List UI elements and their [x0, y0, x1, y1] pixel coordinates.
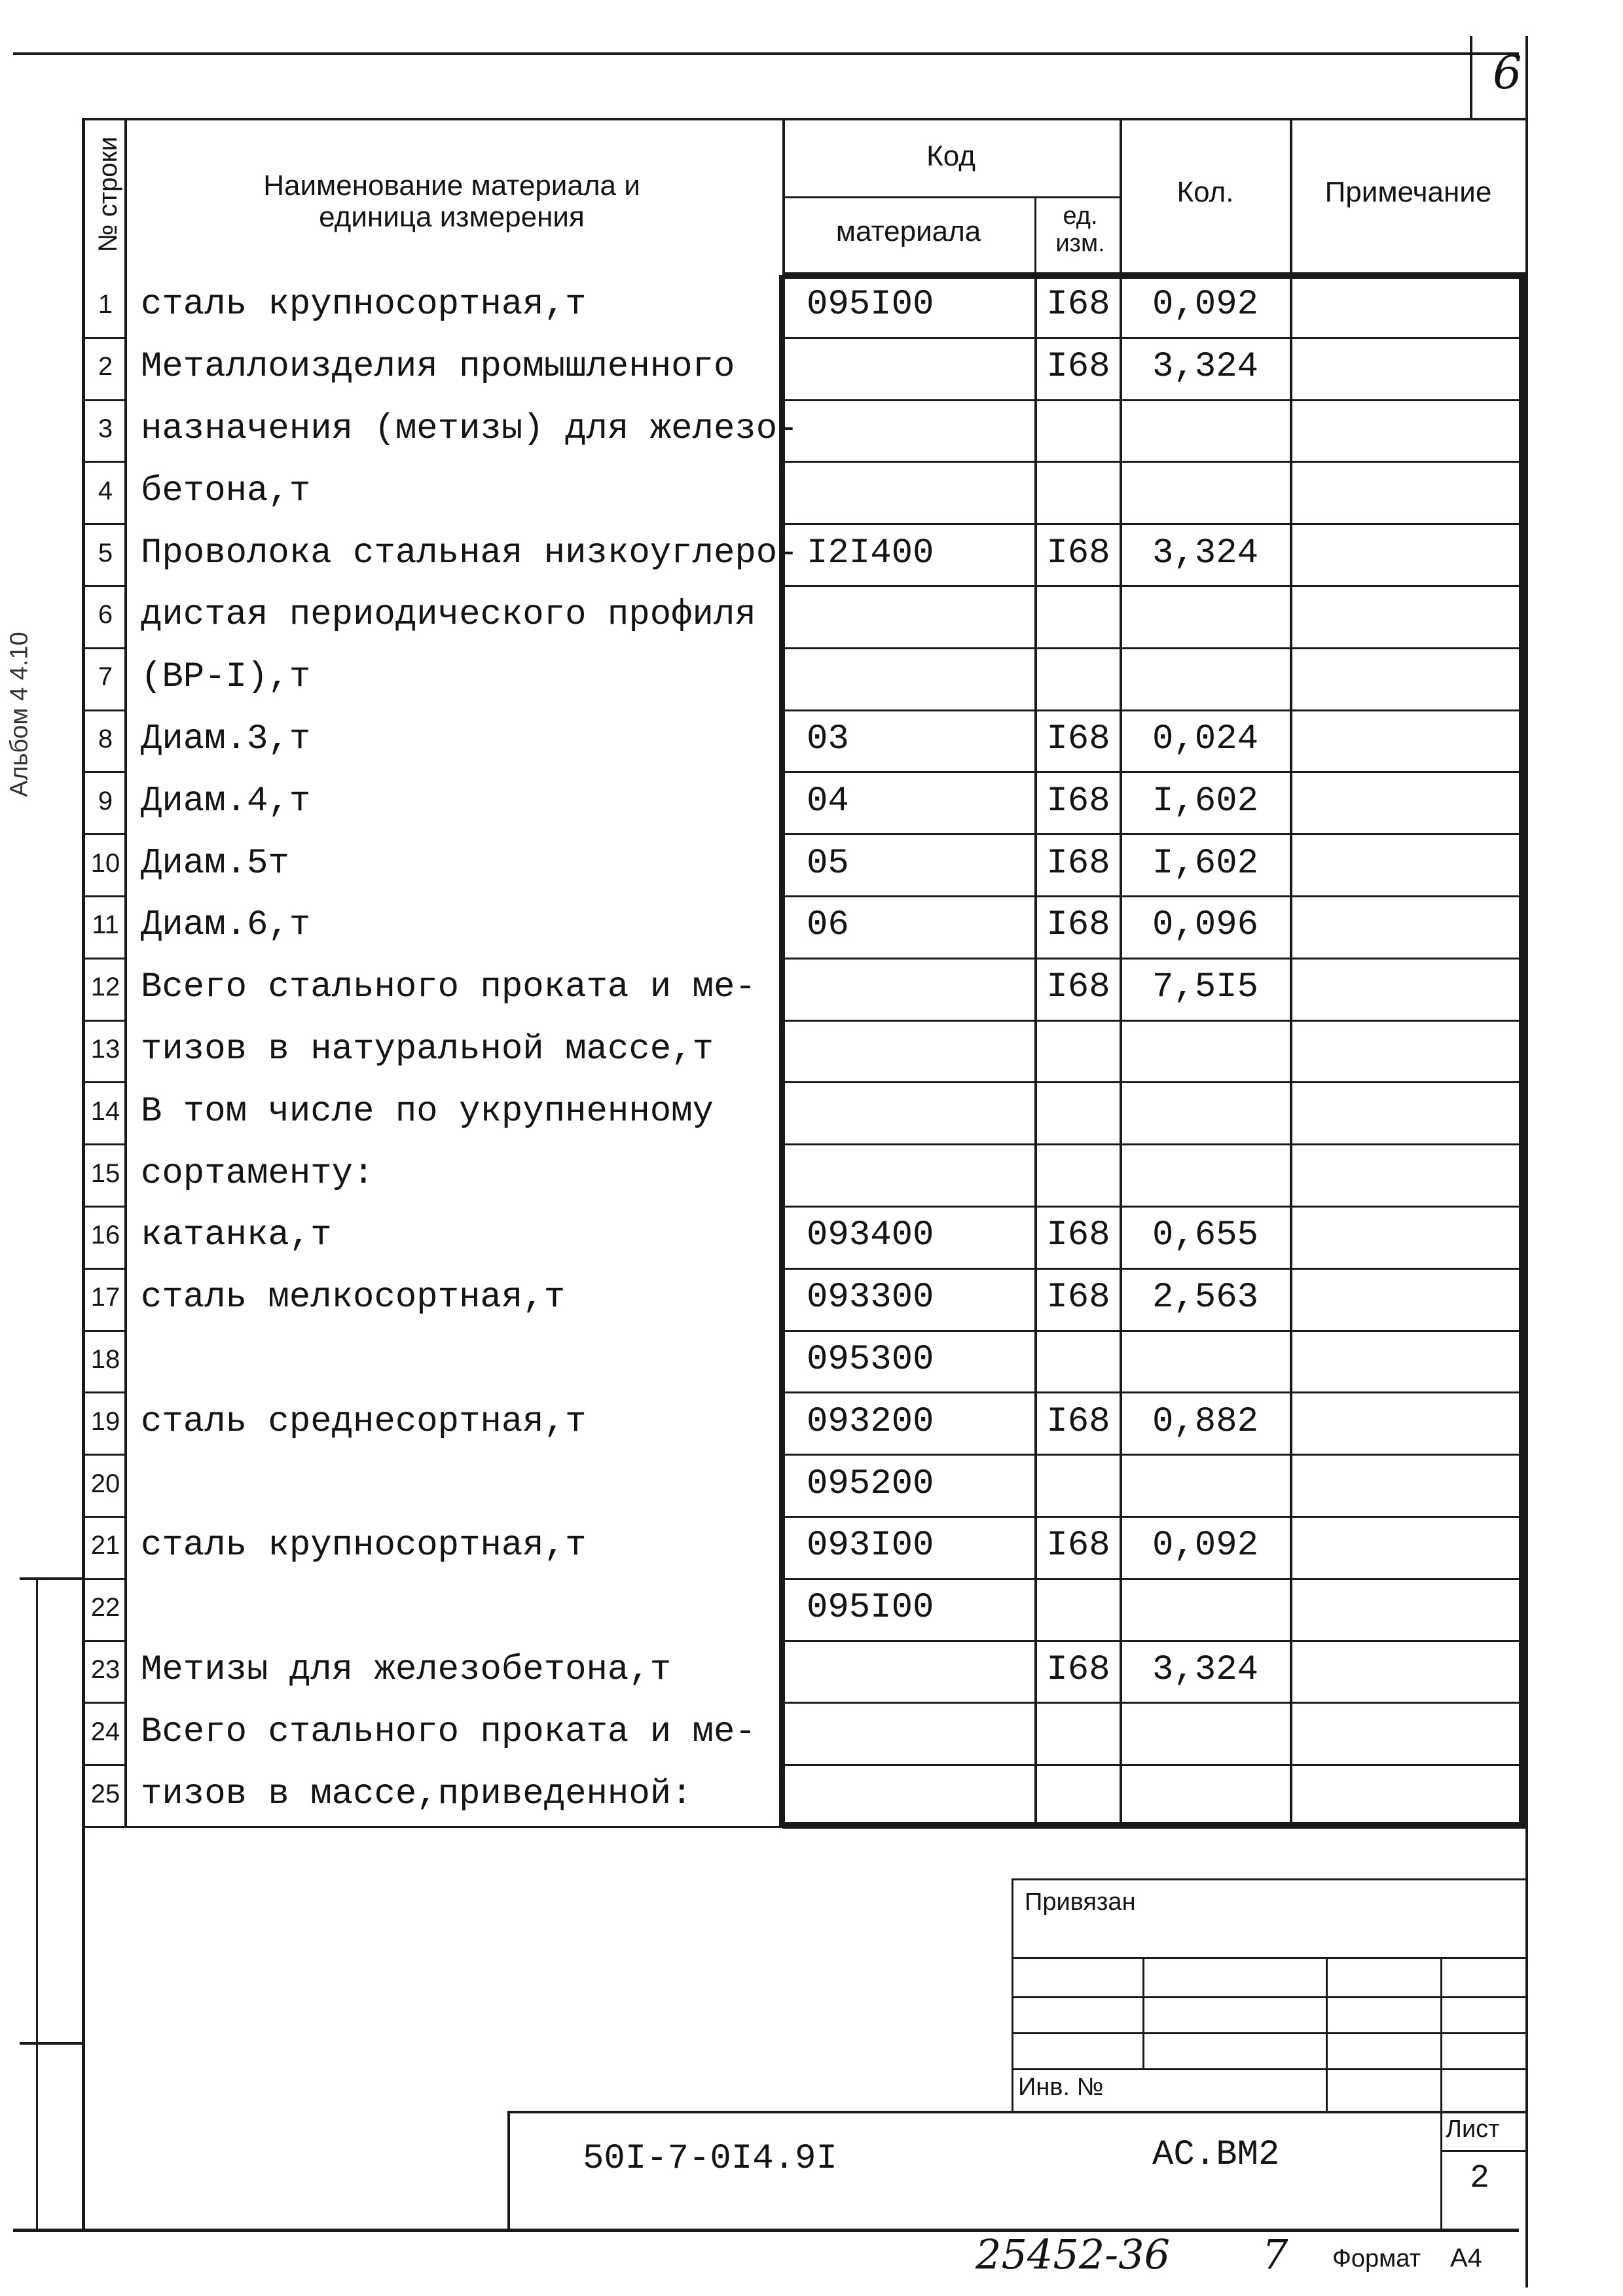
- row-number: 2: [98, 352, 113, 382]
- body-bottom-left: [85, 1826, 782, 1828]
- row-number: 3: [98, 414, 113, 443]
- row-number: 25: [90, 1779, 120, 1808]
- row-name: Метизы для железобетона,т: [141, 1650, 672, 1690]
- row-name: назначения (метизы) для железо-: [141, 409, 799, 449]
- row-divider-grid: [782, 1143, 1522, 1145]
- right-frame-line: [1525, 36, 1528, 2287]
- row-divider-num: [85, 523, 127, 525]
- row-quantity: 0,655: [1152, 1215, 1259, 1256]
- header-unit-split: [1034, 196, 1036, 275]
- sheet-label: Лист: [1446, 2115, 1500, 2143]
- row-divider-grid: [782, 1516, 1522, 1518]
- row-divider-num: [85, 1206, 127, 1208]
- row-unit-code: I68: [1046, 285, 1110, 325]
- row-material-code: 093200: [807, 1401, 934, 1442]
- row-material-code: 093400: [807, 1215, 934, 1256]
- row-quantity: 3,324: [1152, 533, 1259, 573]
- body-col-qty: [1120, 275, 1122, 1826]
- row-name: Диам.4,т: [141, 781, 311, 821]
- row-name: дистая периодического профиля: [141, 595, 756, 636]
- row-name: сталь крупносортная,т: [141, 285, 587, 325]
- page-number-box-left: [1470, 36, 1472, 118]
- body-top-thick: [782, 272, 1525, 279]
- row-divider-num: [85, 647, 127, 649]
- row-unit-code: I68: [1046, 967, 1110, 1008]
- header-row-no: № строки: [94, 136, 122, 253]
- row-number: 10: [90, 848, 120, 878]
- row-name: сортаменту:: [141, 1153, 374, 1194]
- row-name: (ВР-I),т: [141, 657, 311, 698]
- row-divider-num: [85, 1143, 127, 1145]
- row-unit-code: I68: [1046, 1650, 1110, 1690]
- row-divider-grid: [782, 1330, 1522, 1332]
- row-name: Диам.5т: [141, 843, 289, 884]
- row-divider-grid: [782, 1206, 1522, 1208]
- row-divider-grid: [782, 1640, 1522, 1642]
- row-quantity: 7,5I5: [1152, 967, 1259, 1008]
- row-unit-code: I68: [1046, 843, 1110, 884]
- row-unit-code: I68: [1046, 1278, 1110, 1318]
- format-value: А4: [1450, 2244, 1482, 2272]
- row-number: 9: [98, 786, 113, 816]
- row-divider-num: [85, 1081, 127, 1083]
- row-quantity: I,602: [1152, 781, 1259, 821]
- row-quantity: 0,024: [1152, 719, 1259, 759]
- row-number: 21: [90, 1531, 120, 1560]
- row-divider-grid: [782, 399, 1522, 401]
- row-material-code: 04: [807, 781, 849, 821]
- row-divider-grid: [782, 958, 1522, 960]
- row-divider-num: [85, 1020, 127, 1022]
- header-code-split: [782, 196, 1120, 198]
- handwritten-page: 7: [1262, 2231, 1288, 2278]
- row-divider-grid: [782, 1454, 1522, 1456]
- row-unit-code: I68: [1046, 719, 1110, 759]
- row-number: 1: [98, 290, 113, 319]
- row-quantity: 0,092: [1152, 1526, 1259, 1566]
- header-code-material: материала: [835, 215, 981, 247]
- row-quantity: 2,563: [1152, 1278, 1259, 1318]
- row-number: 13: [90, 1035, 120, 1064]
- row-divider-num: [85, 1268, 127, 1270]
- row-divider-num: [85, 833, 127, 835]
- row-number: 15: [90, 1158, 120, 1188]
- row-divider-grid: [782, 647, 1522, 649]
- header-code-unit: ед. изм.: [1055, 202, 1105, 257]
- header-qty: Кол.: [1176, 176, 1234, 208]
- row-material-code: 05: [807, 843, 849, 884]
- body-col-note: [1290, 275, 1292, 1826]
- row-number: 8: [98, 725, 113, 753]
- row-number: 22: [90, 1593, 120, 1623]
- row-name: бетона,т: [141, 471, 311, 511]
- header-name: Наименование материала и единица измерения: [263, 170, 640, 234]
- row-divider-grid: [782, 585, 1522, 587]
- row-quantity: 3,324: [1152, 1650, 1259, 1690]
- row-divider-num: [85, 399, 127, 401]
- row-divider-num: [85, 709, 127, 711]
- row-material-code: 095300: [807, 1340, 934, 1380]
- title-block-left: [507, 2111, 510, 2232]
- row-name: Диам.6,т: [141, 905, 311, 946]
- row-divider-num: [85, 958, 127, 960]
- stamp-grid-v2: [1326, 1957, 1328, 2111]
- bottom-frame-line: [13, 2229, 1519, 2232]
- body-bottom-thick: [782, 1822, 1525, 1829]
- sheet-number: 2: [1470, 2160, 1490, 2197]
- doc-mark: АС.ВМ2: [1152, 2135, 1280, 2175]
- header-top-line: [85, 118, 1525, 120]
- stamp-attached-label: Привязан: [1025, 1888, 1136, 1916]
- row-number: 19: [90, 1407, 120, 1436]
- row-divider-num: [85, 1391, 127, 1393]
- row-unit-code: I68: [1046, 1526, 1110, 1566]
- margin-strip-mid: [20, 2042, 85, 2045]
- row-name: Диам.3,т: [141, 719, 311, 759]
- row-divider-grid: [782, 895, 1522, 897]
- stamp-grid-v3: [1440, 1957, 1442, 2111]
- row-divider-grid: [782, 1578, 1522, 1580]
- row-quantity: 0,092: [1152, 285, 1259, 325]
- row-divider-grid: [782, 1020, 1522, 1022]
- row-divider-num: [85, 1330, 127, 1332]
- row-divider-num: [85, 1764, 127, 1766]
- row-name: сталь мелкосортная,т: [141, 1278, 566, 1318]
- stamp-inv-label: Инв. №: [1018, 2073, 1104, 2101]
- row-material-code: 095I00: [807, 285, 934, 325]
- row-divider-num: [85, 1516, 127, 1518]
- row-divider-grid: [782, 771, 1522, 773]
- row-number: 14: [90, 1096, 120, 1126]
- row-divider-num: [85, 461, 127, 463]
- row-number: 17: [90, 1283, 120, 1312]
- row-divider-num: [85, 585, 127, 587]
- row-divider-grid: [782, 461, 1522, 463]
- row-divider-num: [85, 1640, 127, 1642]
- stamp-grid-h1: [1012, 1957, 1525, 1959]
- row-number: 5: [98, 538, 113, 567]
- body-right-thick: [1519, 275, 1525, 1826]
- stamp-grid-h4: [1012, 2068, 1525, 2070]
- row-unit-code: I68: [1046, 905, 1110, 946]
- row-name: катанка,т: [141, 1215, 332, 1256]
- row-divider-grid: [782, 523, 1522, 525]
- row-unit-code: I68: [1046, 533, 1110, 573]
- row-quantity: I,602: [1152, 843, 1259, 884]
- top-frame-line: [13, 52, 1519, 55]
- stamp-grid-h3: [1012, 2032, 1525, 2034]
- row-material-code: 093I00: [807, 1526, 934, 1566]
- stamp-attached-top: [1012, 1878, 1525, 1880]
- row-unit-code: I68: [1046, 1215, 1110, 1256]
- row-divider-grid: [782, 337, 1522, 339]
- row-divider-grid: [782, 1702, 1522, 1704]
- stamp-attached-left: [1012, 1878, 1013, 2111]
- row-number: 11: [92, 910, 119, 940]
- row-number: 20: [90, 1469, 120, 1498]
- row-divider-grid: [782, 1081, 1522, 1083]
- row-material-code: I2I400: [807, 533, 934, 573]
- row-divider-num: [85, 771, 127, 773]
- row-number: 6: [98, 600, 113, 630]
- side-stamp: Альбом 4 4.10: [5, 632, 33, 797]
- row-name: сталь среднесортная,т: [141, 1401, 587, 1442]
- row-divider-num: [85, 1702, 127, 1704]
- format-label: Формат: [1332, 2245, 1421, 2272]
- margin-strip-top: [20, 1577, 85, 1580]
- header-code: Код: [926, 140, 976, 172]
- body-col-unit: [1034, 275, 1037, 1826]
- row-divider-grid: [782, 1391, 1522, 1393]
- row-name: В том числе по укрупненному: [141, 1091, 714, 1132]
- row-name: Проволока стальная низкоуглеро-: [141, 533, 799, 573]
- handwritten-number: 25452-36: [976, 2231, 1171, 2278]
- row-number: 16: [90, 1221, 120, 1250]
- row-divider-num: [85, 1454, 127, 1456]
- row-number: 24: [90, 1717, 120, 1746]
- row-name: сталь крупносортная,т: [141, 1526, 587, 1566]
- row-divider-num: [85, 895, 127, 897]
- row-name: тизов в натуральной массе,т: [141, 1030, 714, 1069]
- title-block-top: [507, 2111, 1525, 2113]
- doc-code: 50I-7-0I4.9I: [583, 2139, 837, 2179]
- stamp-grid-h2: [1012, 1996, 1525, 1998]
- row-unit-code: I68: [1046, 781, 1110, 821]
- row-number: 7: [98, 662, 113, 692]
- row-name: тизов в массе,приведенной:: [141, 1774, 693, 1814]
- row-number: 4: [98, 476, 113, 505]
- row-divider-grid: [782, 1764, 1522, 1766]
- row-number: 12: [90, 973, 120, 1002]
- margin-strip-left: [36, 1577, 38, 2232]
- row-unit-code: I68: [1046, 347, 1110, 387]
- title-block-sheet-split: [1440, 2150, 1525, 2152]
- stamp-grid-v1: [1142, 1957, 1144, 2068]
- row-number: 18: [90, 1345, 120, 1374]
- row-unit-code: I68: [1046, 1401, 1110, 1442]
- row-material-code: 095200: [807, 1463, 934, 1504]
- row-number: 23: [90, 1655, 120, 1684]
- body-left-thick: [779, 275, 785, 1826]
- row-quantity: 0,882: [1152, 1401, 1259, 1442]
- row-material-code: 095I00: [807, 1588, 934, 1628]
- row-divider-grid: [782, 709, 1522, 711]
- row-divider-num: [85, 337, 127, 339]
- row-material-code: 06: [807, 905, 849, 946]
- row-name: Металлоизделия промышленного: [141, 347, 735, 387]
- header-note: Примечание: [1324, 176, 1492, 208]
- row-name: Всего стального проката и ме-: [141, 1712, 756, 1752]
- row-material-code: 03: [807, 719, 849, 759]
- row-divider-num: [85, 1578, 127, 1580]
- row-divider-grid: [782, 833, 1522, 835]
- row-name: Всего стального проката и ме-: [141, 967, 756, 1008]
- row-quantity: 3,324: [1152, 347, 1259, 387]
- row-quantity: 0,096: [1152, 905, 1259, 946]
- title-block-sheet-left: [1440, 2111, 1442, 2232]
- row-divider-grid: [782, 1268, 1522, 1270]
- row-material-code: 093300: [807, 1278, 934, 1318]
- page-number: 6: [1493, 46, 1522, 99]
